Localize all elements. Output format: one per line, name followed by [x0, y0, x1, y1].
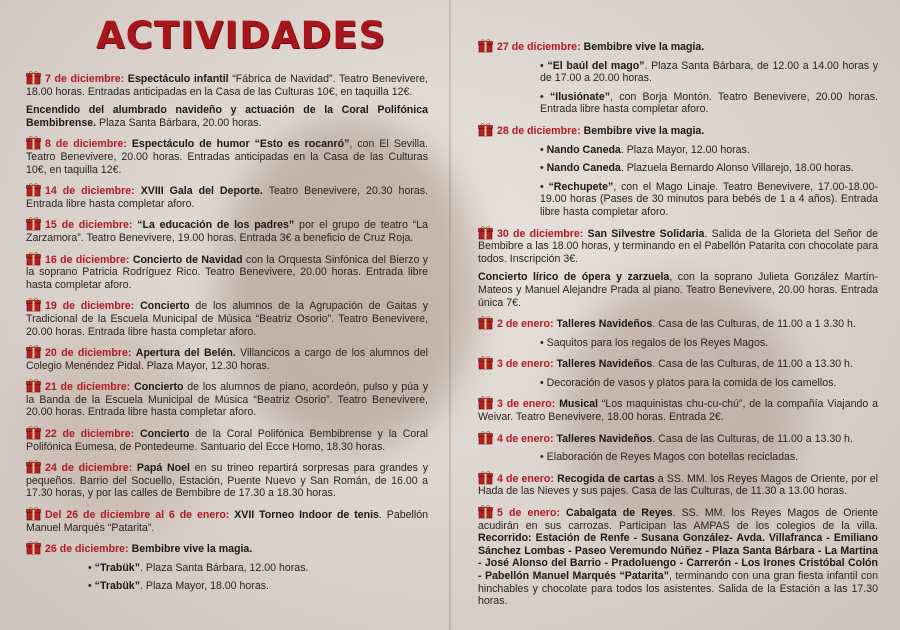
gift-icon [26, 182, 41, 197]
gift-icon [478, 225, 493, 240]
event-entry: 16 de diciembre: Concierto de Navidad con la Orquesta Sinfónica del Bierzo y la soprano Patricia Rodríguez Rico. Teatro Benevivere, 20.00 horas. Entrada libre hasta completar aforo. [26, 251, 428, 292]
list-item: • Nando Caneda. Plazuela Bernardo Alonso Villarejo, 18.00 horas. [540, 162, 854, 175]
gift-icon [26, 459, 41, 474]
gift-icon [26, 297, 41, 312]
list-item: • “El baúl del mago”. Plaza Santa Bárbara, de 12.00 a 14.00 horas y de 17.00 a 20.00 horas. [540, 59, 879, 85]
event-entry: 19 de diciembre: Concierto de los alumnos de la Agrupación de Gaitas y Tradicional de la Escuela Municipal de Música “Beatriz Osorio”. Teatro Benevivere, 20.00 horas. Entrada libre hasta completar aforo. [26, 297, 428, 338]
gift-icon [26, 344, 41, 359]
event-27-dic: 27 de diciembre: Bembibre vive la magia. [478, 38, 878, 54]
event-entry: 7 de diciembre: Espectáculo infantil “Fábrica de Navidad”. Teatro Benevivere, 18.00 horas. Entradas anticipadas en la Casa de las Culturas 10€, en taquilla 12€. [26, 70, 428, 98]
event-4-ene: 4 de enero: Talleres Navideños. Casa de las Culturas, de 11.00 a 13.30 h. [478, 430, 878, 446]
gift-icon [26, 70, 41, 85]
event-entry: 22 de diciembre: Concierto de la Coral Polifónica Bembibrense y la Coral Polifónica Eumesa, de Pontedeume. Santuario del Ecce Homo, 18.30 horas. [26, 425, 428, 453]
gift-icon [478, 122, 493, 137]
event-entry: 8 de diciembre: Espectáculo de humor “Esto es rocanró”, con El Sevilla. Teatro Benevivere, 20.00 horas. Entradas anticipadas en la Casa de las Culturas 10€, en taquilla 12€. [26, 135, 428, 176]
gift-icon [478, 395, 493, 410]
page-title: ACTIVIDADES [96, 14, 387, 57]
list-item: • “Ilusiónate”, con Borja Montón. Teatro Benevivere, 20.00 horas. Entrada libre hasta completar aforo. [540, 90, 878, 116]
event-entry: Encendido del alumbrado navideño y actuación de la Coral Polifónica Bembibrense. Plaza Santa Bárbara, 20.00 horas. [26, 104, 428, 129]
event-entry: 20 de diciembre: Apertura del Belén. Villancicos a cargo de los alumnos del Colegio Menéndez Pidal. Plaza Mayor, 12.30 horas. [26, 344, 428, 372]
event-entry: 14 de diciembre: XVIII Gala del Deporte. Teatro Benevivere, 20.30 horas. Entrada libre hasta completar aforo. [26, 182, 428, 210]
gift-icon [26, 216, 41, 231]
event-entry: 24 de diciembre: Papá Noel en su trineo repartirá sorpresas para grandes y pequeños. Barrio del Socuello, Estación, Puente Nuevo y San Román, de 16.00 a 17.30 horas, y por las calles de Bembibre de 17.30 a 18.30 horas. [26, 459, 428, 500]
event-28-dic: 28 de diciembre: Bembibre vive la magia. [478, 122, 878, 138]
gift-icon [478, 315, 493, 330]
list-item: • Nando Caneda. Plaza Mayor, 12.00 horas. [540, 143, 750, 156]
gift-icon [26, 540, 41, 555]
gift-icon [26, 378, 41, 393]
event-entry: 15 de diciembre: “La educación de los padres” por el grupo de teatro “La Zarzamora”. Teatro Benevivere, 19.00 horas. Entrada 3€ a beneficio de Cruz Roja. [26, 216, 428, 244]
event-entry: 26 de diciembre: Bembibre vive la magia. [26, 540, 428, 556]
event-30-dic: 30 de diciembre: San Silvestre Solidaria. Salida de la Glorieta del Señor de Bembibre a las 18.00 horas, y terminando en el Pabellón Patarita con chocolate para todos. Inscripción 3€. [478, 225, 878, 266]
list-item: • “Trabük”. Plaza Santa Bárbara, 12.00 horas. [88, 561, 309, 574]
gift-icon [478, 38, 493, 53]
gift-icon [26, 425, 41, 440]
event-concierto-lirico: Concierto lírico de ópera y zarzuela, con la soprano Julieta González Martín-Mateos y Manuel Alejandre Prada al piano. Teatro Benevivere, 20.00 horas. Entrada única 7€. [478, 271, 878, 309]
gift-icon [26, 251, 41, 266]
list-item: • Decoración de vasos y platos para la comida de los camellos. [540, 376, 837, 389]
list-item: • Saquitos para los regalos de los Reyes Magos. [540, 336, 769, 349]
event-3-ene: 3 de enero: Talleres Navideños. Casa de las Culturas, de 11.00 a 13.30 h. [478, 355, 878, 371]
left-column [26, 70, 428, 599]
list-item: • “Rechupete”, con el Mago Linaje. Teatro Benevivere, 17.00-18.00-19.00 horas (Pases de 30 minutos para bebés de 1 a 4 años). Entrada libre hasta completar aforo. [540, 180, 878, 218]
gift-icon [478, 430, 493, 445]
event-5-ene: 5 de enero: Cabalgata de Reyes. SS. MM. los Reyes Magos de Oriente acudirán en sus carrozas. Participan las AMPAS de los colegios de la villa. Recorrido: Estación de Renfe - Susana González- Avda. Villafranca - Emiliano Sánchez Lombas - Paseo Veremundo Núñez - Plaza Santa Bárbara - La Martina - José Alonso del Barrio - Pradoluengo - Carrerón - Los Irones Cristóbal Colón - Pabellón Manuel Marqués “Patarita”, terminando con una gran fiesta infantil con hinchables y chocolate para todos los asistentes. Salida de la Estación a las 17.30 horas. [478, 504, 878, 608]
list-item: • “Trabük”. Plaza Mayor, 18.00 horas. [88, 580, 269, 593]
event-4-ene-cartas: 4 de enero: Recogida de cartas a SS. MM. los Reyes Magos de Oriente, por el Hada de las Nieves y sus pajes. Casa de las Culturas, de 11.30 a 13.00 horas. [478, 470, 878, 498]
list-item: • Elaboración de Reyes Magos con botellas recicladas. [540, 451, 799, 464]
page-fold [449, 0, 451, 630]
right-column [478, 38, 878, 614]
gift-icon [478, 504, 493, 519]
gift-icon [26, 506, 41, 521]
event-entry: 21 de diciembre: Concierto de los alumnos de piano, acordeón, pulso y púa y la Banda de la Escuela Municipal de Música “Beatriz Osorio”. Teatro Benevivere, 20.00 horas. Entrada libre hasta completar aforo. [26, 378, 428, 419]
event-entry: Del 26 de diciembre al 6 de enero: XVII Torneo Indoor de tenis. Pabellón Manuel Marqués “Patarita”. [26, 506, 428, 534]
gift-icon [478, 470, 493, 485]
gift-icon [478, 355, 493, 370]
event-3-ene-musical: 3 de enero: Musical “Los maquinistas chu-cu-chú”, de la compañía Viajando a Weivar. Teatro Benevivere, 18.00 horas. Entrada 2€. [478, 395, 878, 423]
gift-icon [26, 135, 41, 150]
event-2-ene: 2 de enero: Talleres Navideños. Casa de las Culturas, de 11.00 a 1 3.30 h. [478, 315, 878, 331]
